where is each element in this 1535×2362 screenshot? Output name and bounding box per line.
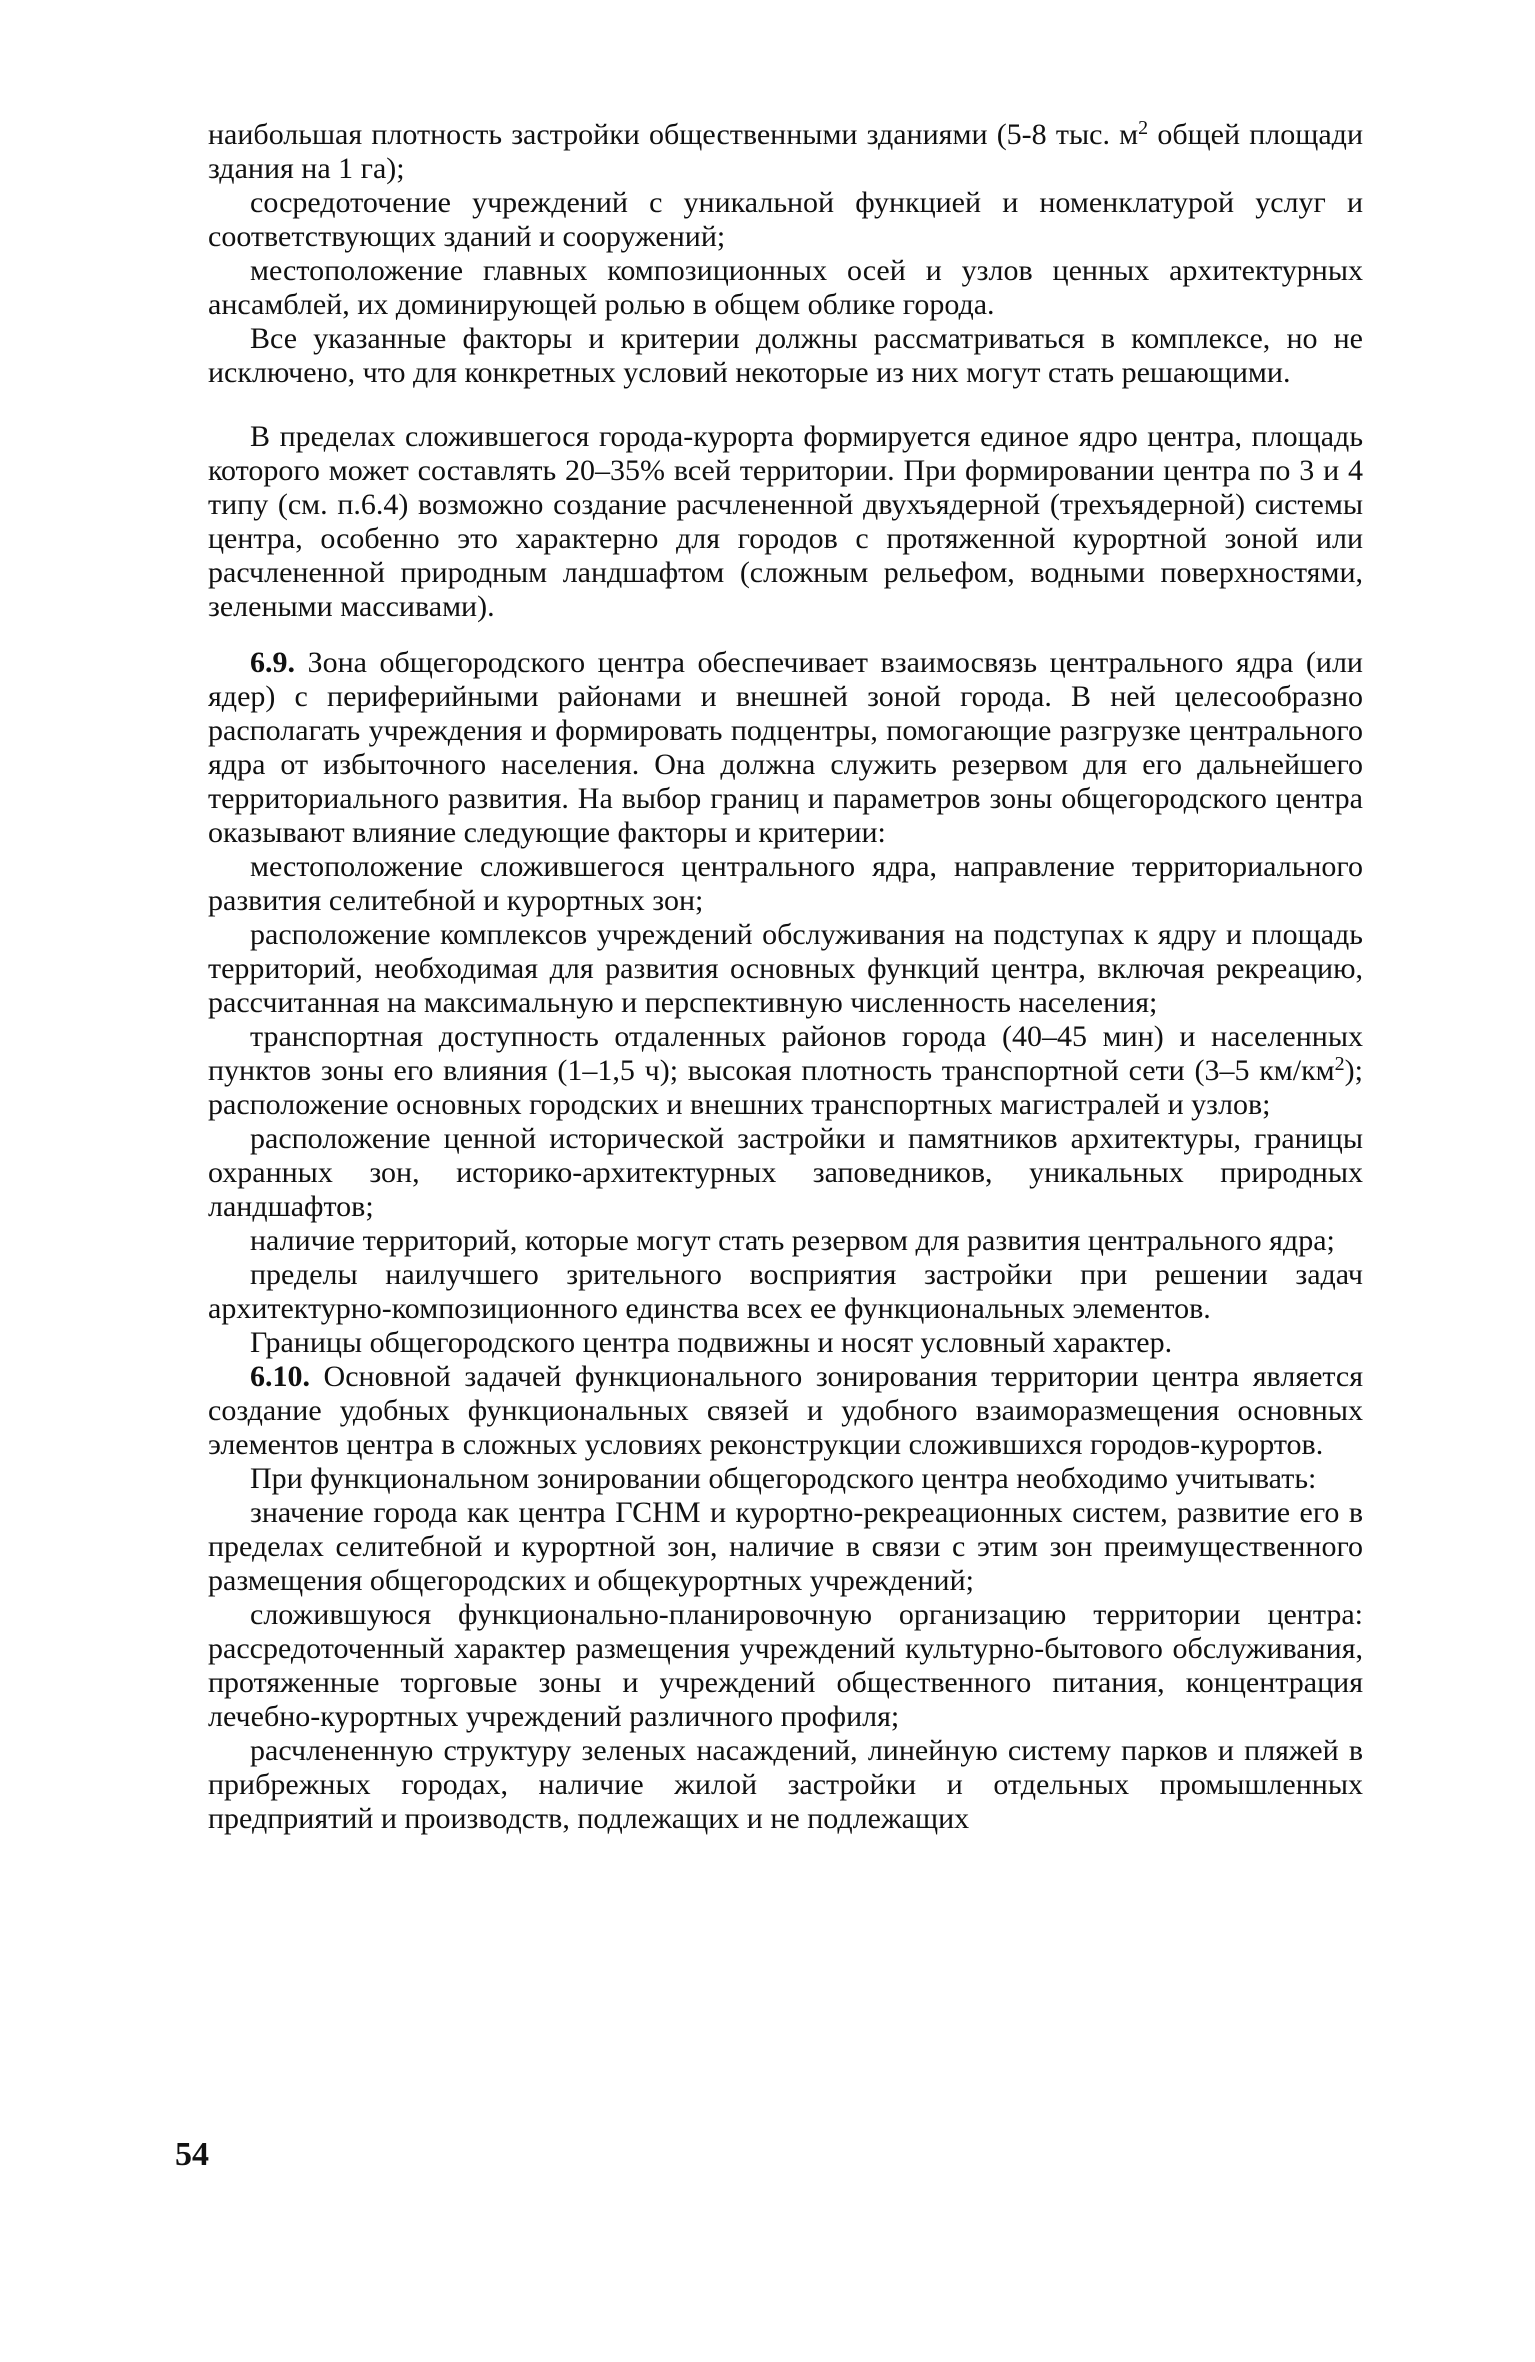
section-6-10: 6.10. Основной задачей функционального зонирования территории центра является создание удобных функциональных связей и удобного взаиморазмещения основных элементов центра в сложных условиях реконструкции сложившихся городов-курортов. xyxy=(208,1360,1363,1461)
list-item-17: расчлененную структуру зеленых насаждений, линейную систему парков и пляжей в прибрежных городах, наличие жилой застройки и отдельных промышленных предприятий и производств, подлежащих и не подлежащих xyxy=(208,1734,1363,1835)
superscript: 2 xyxy=(1138,117,1149,139)
list-item-15: значение города как центра ГСНМ и курортно-рекреационных систем, развитие его в пределах селитебной и курортной зон, наличие в связи с этим зон преимущественного размещения общегородских и общекурортных учреждений; xyxy=(208,1496,1363,1597)
paragraph-item-1: сосредоточение учреждений с уникальной функцией и номенклатурой услуг и соответствующих зданий и сооружений; xyxy=(208,186,1363,253)
list-item-16: сложившуюся функционально-планировочную организацию территории центра: рассредоточенный характер размещения учреждений культурно-бытового обслуживания, протяженные торговые зоны и учреждений общественного питания, концентрация лечебно-курортных учреждений различного профиля; xyxy=(208,1598,1363,1733)
page-number: 54 xyxy=(175,2136,209,2173)
paragraph-item-12: Границы общегородского центра подвижны и носят условный характер. xyxy=(250,1326,1173,1359)
document-page xyxy=(208,118,1363,1836)
section-number: 6.9. xyxy=(250,646,295,679)
superscript: 2 xyxy=(1334,1053,1345,1075)
paragraph-item-2: местоположение главных композиционных осей и узлов ценных архитектурных ансамблей, их доминирующей ролью в общем облике города. xyxy=(208,254,1363,321)
list-item-6: местоположение сложившегося центрального ядра, направление территориального развития селитебной и курортных зон; xyxy=(208,850,1363,917)
list-item-9: расположение ценной исторической застройки и памятников архитектуры, границы охранных зон, историко-архитектурных заповедников, уникальных природных ландшафтов; xyxy=(208,1122,1363,1223)
list-item-10: наличие территорий, которые могут стать резервом для развития центрального ядра; xyxy=(250,1224,1335,1257)
paragraph-item-14: При функциональном зонировании общегородского центра необходимо учитывать: xyxy=(250,1462,1317,1495)
list-item-11: пределы наилучшего зрительного восприятия застройки при решении задач архитектурно-композиционного единства всех ее функциональных элементов. xyxy=(208,1258,1363,1325)
paragraph-item-3: Все указанные факторы и критерии должны рассматриваться в комплексе, но не исключено, что для конкретных условий некоторые из них могут стать решающими. xyxy=(208,322,1363,389)
list-item-7: расположение комплексов учреждений обслуживания на подступах к ядру и площадь территорий, необходимая для развития основных функций центра, включая рекреацию, рассчитанная на максимальную и перспективную численность населения; xyxy=(208,918,1363,1019)
section-number: 6.10. xyxy=(250,1360,310,1393)
section-6-9: 6.9. Зона общегородского центра обеспечивает взаимосвязь центрального ядра (или ядер) с периферийными районами и внешней зоной города. В ней целесообразно располагать учреждения и формировать подцентры, помогающие разгрузке центрального ядра от избыточного населения. Она должна служить резервом для его дальнейшего территориального развития. На выбор границ и параметров зоны общегородского центра оказывают влияние следующие факторы и критерии: xyxy=(208,646,1363,849)
paragraph-item-4: В пределах сложившегося города-курорта формируется единое ядро центра, площадь которого может составлять 20–35% всей территории. При формировании центра по 3 и 4 типу (см. п.6.4) возможно создание расчлененной двухъядерной (трехъядерной) системы центра, особенно это характерно для городов с протяженной курортной зоной или расчлененной природным ландшафтом (сложным рельефом, водными поверхностями, зелеными массивами). xyxy=(208,420,1363,623)
list-item-8: транспортная доступность отдаленных районов города (40–45 мин) и населенных пунктов зоны его влияния (1–1,5 ч); высокая плотность транспортной сети (3–5 $км/км^2$); расположение основных городских и внешних транспортных магистралей и узлов; xyxy=(208,1020,1363,1121)
paragraph-item-0: наибольшая плотность застройки общественными зданиями (5-8 тыс. $м^2$ общей площади здания на 1 га); xyxy=(208,117,1363,185)
